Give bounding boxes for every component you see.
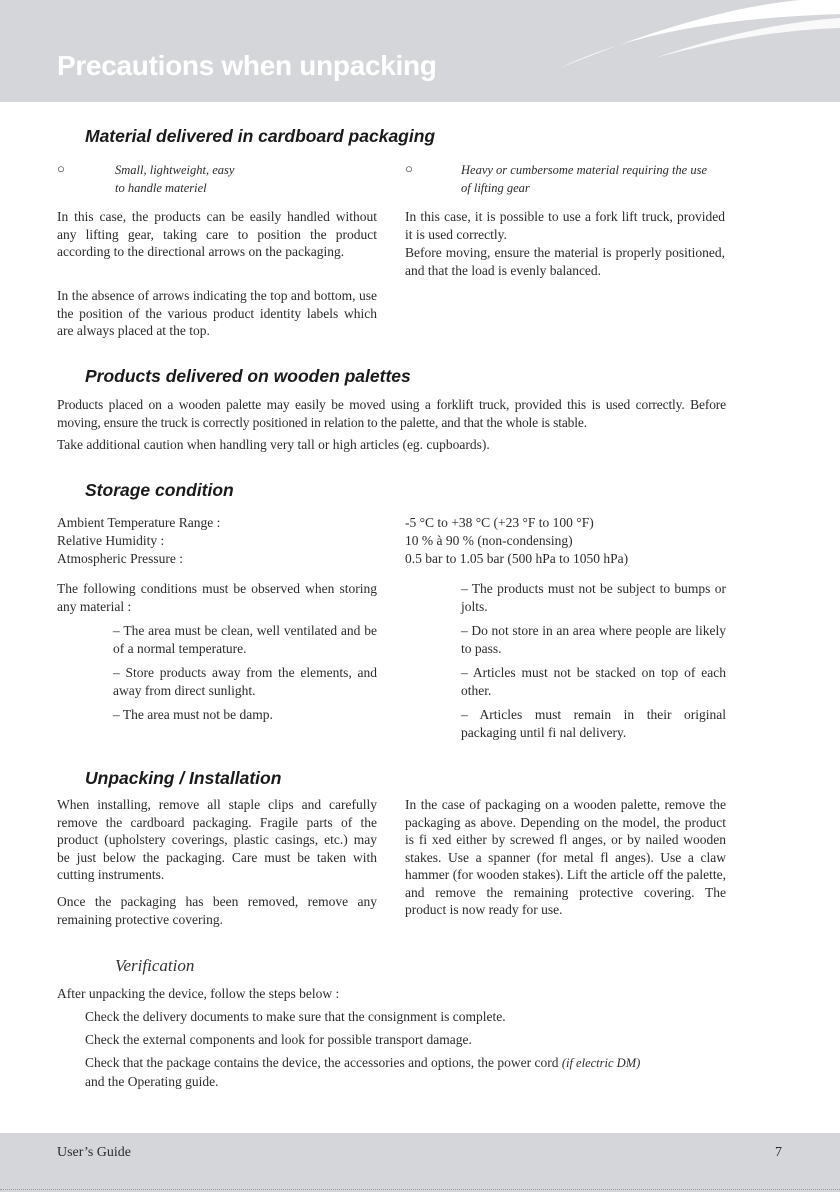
bullet-line: Heavy or cumbersome material requiring the use (461, 163, 708, 177)
storage-right-item: – The products must not be subject to bumps or jolts. (461, 581, 726, 614)
unpacking-left-paragraph: When installing, remove all staple clips and carefully remove the cardboard packaging. Fragile parts of the product (upholstery coverings, plastic casings, etc.) may be just below the packaging. Care must be taken with cutting instruments. (57, 797, 377, 882)
footer-guide-label: User’s Guide (57, 1145, 132, 1160)
storage-intro: The following conditions must be observed when storing any material : (57, 581, 377, 614)
unpacking-right-paragraph: In the case of packaging on a wooden palette, remove the packaging as above. Depending on the model, the product is fi xed either by screwed fl anges, or by nailed wooden stakes. Use a spanner (for metal fl anges). Use a claw hammer (for wooden stakes). Lift the article off the palette, and remove the remaining protective covering. The product is now ready for use. (405, 797, 726, 917)
storage-label: Atmospheric Pressure : (57, 551, 183, 566)
cardboard-left-paragraph: In this case, the products can be easily handled without any lifting gear, taking care to position the product according to the directional arrows on the packaging. (57, 209, 377, 259)
unpacking-left-paragraph: Once the packaging has been removed, remove any remaining protective covering. (57, 894, 377, 927)
page-header (0, 0, 840, 102)
bullet-line: Small, lightweight, easy (115, 163, 235, 177)
unpacking-heading: Unpacking / Installation (85, 768, 282, 788)
circle-bullet-icon: ○ (57, 161, 65, 176)
storage-label: Ambient Temperature Range : (57, 515, 221, 530)
circle-bullet-icon: ○ (405, 161, 413, 176)
palettes-heading: Products delivered on wooden palettes (85, 366, 411, 386)
storage-value: 10 % à 90 % (non-condensing) (405, 533, 573, 548)
storage-left-item: – The area must not be damp. (113, 707, 273, 722)
bullet-line: to handle materiel (115, 181, 207, 195)
bullet-line: of lifting gear (461, 181, 530, 195)
page-footer (0, 1133, 840, 1192)
cardboard-heading: Material delivered in cardboard packaging (85, 126, 436, 146)
palettes-paragraph: Products placed on a wooden palette may easily be moved using a forklift truck, provided this is used correctly. Before moving, ensure the truck is correctly positioned in relation to the palette, and that the whole is stable. (57, 397, 726, 430)
verification-heading: Verification (115, 956, 195, 975)
verification-step: Check the delivery documents to make sure that the consignment is complete. (85, 1009, 506, 1024)
verification-step: Check the external components and look for possible transport damage. (85, 1032, 472, 1047)
storage-left-item: – The area must be clean, well ventilated and be of a normal temperature. (113, 623, 377, 656)
storage-value: -5 °C to +38 °C (+23 °F to 100 °F) (405, 515, 594, 530)
page-number: 7 (775, 1145, 782, 1160)
cardboard-right-paragraph: In this case, it is possible to use a fork lift truck, provided it is used correctly. (405, 209, 725, 242)
storage-right-item: – Articles must not be stacked on top of each other. (461, 665, 726, 698)
cardboard-right-paragraph: Before moving, ensure the material is properly positioned, and that the load is evenly balanced. (405, 245, 725, 278)
step-text: and the Operating guide. (85, 1073, 219, 1089)
storage-left-item: – Store products away from the elements, and away from direct sunlight. (113, 665, 377, 698)
storage-label: Relative Humidity : (57, 533, 165, 548)
storage-value: 0.5 bar to 1.05 bar (500 hPa to 1050 hPa) (405, 551, 629, 566)
storage-right-item: – Do not store in an area where people are likely to pass. (461, 623, 726, 656)
footer-divider (0, 1189, 840, 1190)
page-title: Precautions when unpacking (57, 50, 437, 81)
palettes-paragraph: Take additional caution when handling very tall or high articles (eg. cupboards). (57, 437, 490, 452)
cardboard-left-paragraph: In the absence of arrows indicating the top and bottom, use the position of the various product identity labels which are always placed at the top. (57, 288, 377, 338)
storage-heading: Storage condition (85, 480, 234, 500)
step-text: Check that the package contains the device, the accessories and options, the power cord (85, 1055, 562, 1070)
verification-intro: After unpacking the device, follow the steps below : (57, 986, 340, 1001)
verification-step (85, 1054, 726, 1090)
cardboard-left-bullet (115, 161, 234, 197)
storage-right-item: – Articles must remain in their original packaging until fi nal delivery. (461, 707, 726, 740)
cardboard-right-bullet (461, 161, 707, 197)
step-italic: (if electric DM) (561, 1056, 641, 1070)
